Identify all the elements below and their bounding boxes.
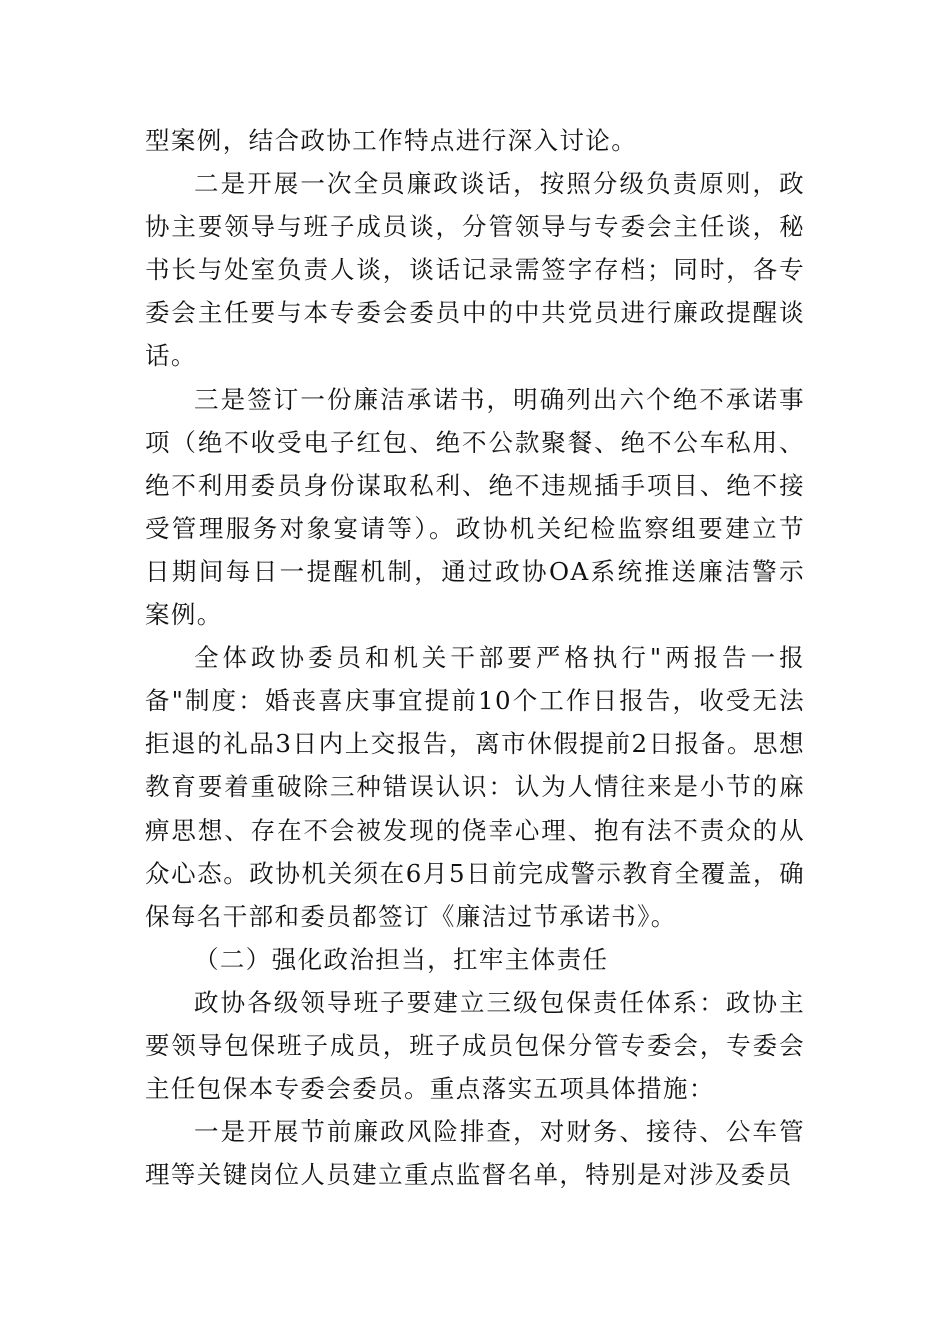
paragraph-item-three: 三是签订一份廉洁承诺书，明确列出六个绝不承诺事项（绝不收受电子红包、绝不公款聚餐、绝不公车私用、绝不利用委员身份谋取私利、绝不违规插手项目、绝不接受管理服务对象宴请等）。政协机关纪检监察组要建立节日期间每日一提醒机制，通过政协OA系统推送廉洁警示案例。: [145, 384, 805, 630]
section-heading: （二）强化政治担当，扛牢主体责任: [194, 944, 609, 974]
paragraph-item-two: 二是开展一次全员廉政谈话，按照分级负责原则，政协主要领导与班子成员谈，分管领导与专委会主任谈，秘书长与处室负责人谈，谈话记录需签字存档；同时，各专委会主任要与本专委会委员中的中共党员进行廉政提醒谈话。: [145, 169, 805, 371]
paragraph-continuation: 型案例，结合政协工作特点进行深入讨论。: [145, 126, 638, 155]
document-body: [145, 119, 805, 1196]
paragraph-measure-one: 一是开展节前廉政风险排查，对财务、接待、公车管理等关键岗位人员建立重点监督名单，特别是对涉及委员: [145, 1117, 805, 1190]
paragraph-reporting-rules: 全体政协委员和机关干部要严格执行"两报告一报备"制度：婚丧喜庆事宜提前10个工作日报告，收受无法拒退的礼品3日内上交报告，离市休假提前2日报备。思想教育要着重破除三种错误认识：认为人情往来是小节的麻痹思想、存在不会被发现的侥幸心理、抱有法不责众的从众心态。政协机关须在6月5日前完成警示教育全覆盖，确保每名干部和委员都签订《廉洁过节承诺书》。: [145, 643, 805, 931]
paragraph-responsibility-system: 政协各级领导班子要建立三级包保责任体系：政协主要领导包保班子成员，班子成员包保分管专委会，专委会主任包保本专委会委员。重点落实五项具体措施：: [145, 987, 805, 1104]
